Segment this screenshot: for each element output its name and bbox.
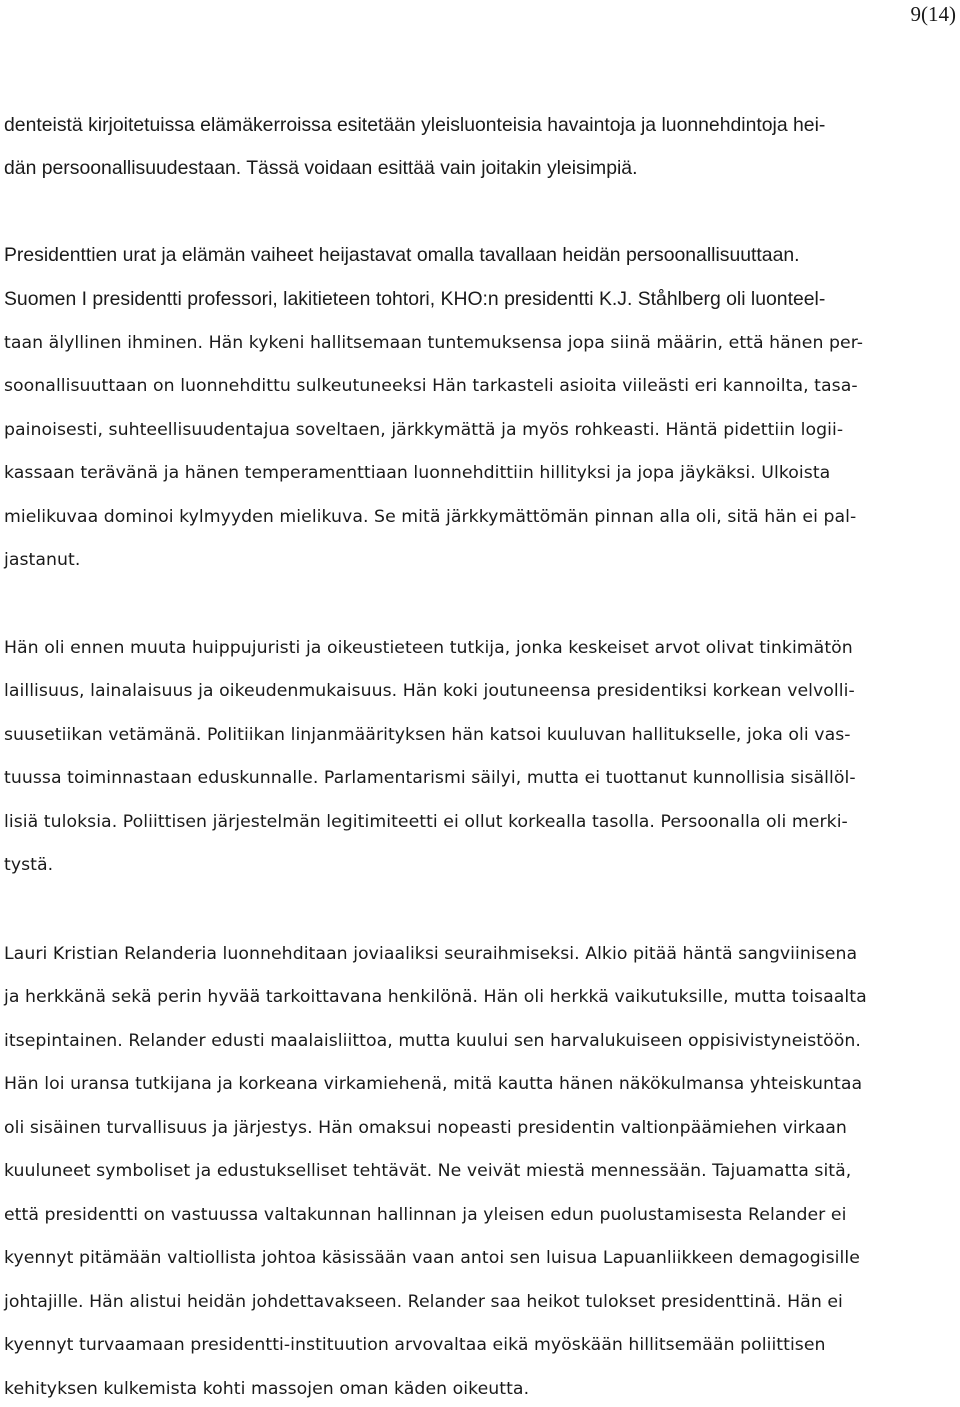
text-line: painoisesti, suhteellisuudentajua soveltaen, järkkymättä ja myös rohkeasti. Häntä pidettiin logii- bbox=[4, 420, 844, 440]
text-line: kyennyt turvaamaan presidentti-instituution arvovaltaa eikä myöskään hillitsemään poliittisen bbox=[4, 1335, 826, 1355]
text-line: että presidentti on vastuussa valtakunnan hallinnan ja yleisen edun puolustamisesta Relander ei bbox=[4, 1205, 847, 1225]
text-line: Hän loi uransa tutkijana ja korkeana virkamiehenä, mitä kautta hänen näkökulmansa yhteiskuntaa bbox=[4, 1074, 863, 1094]
text-line: Lauri Kristian Relanderia luonnehditaan joviaaliksi seuraihmiseksi. Alkio pitää häntä sangviinisena bbox=[4, 944, 858, 964]
text-line: kassaan terävänä ja hänen temperamenttiaan luonnehdittiin hillityksi ja jopa jäykäksi. Ulkoista bbox=[4, 463, 831, 483]
text-line: Hän oli ennen muuta huippujuristi ja oikeustieteen tutkija, jonka keskeiset arvot olivat tinkimätön bbox=[4, 638, 853, 658]
text-line: tuussa toiminnastaan eduskunnalle. Parlamentarismi säilyi, mutta ei tuottanut kunnollisia sisällöl- bbox=[4, 768, 856, 788]
text-line: taan älyllinen ihminen. Hän kykeni hallitsemaan tuntemuksensa jopa siinä määrin, että hänen per- bbox=[4, 333, 864, 353]
text-line: suusetiikan vetämänä. Politiikan linjanmäärityksen hän katsoi kuuluvan hallitukselle, joka oli vas- bbox=[4, 725, 851, 745]
text-line: soonallisuuttaan on luonnehdittu sulkeutuneeksi Hän tarkasteli asioita viileästi eri kannoilta, tasa- bbox=[4, 376, 858, 396]
text-line: jastanut. bbox=[4, 550, 81, 570]
text-line: tystä. bbox=[4, 855, 54, 875]
text-line: lisiä tuloksia. Poliittisen järjestelmän legitimiteetti ei ollut korkealla tasolla. Persoonalla oli merki- bbox=[4, 812, 848, 832]
text-line: laillisuus, lainalaisuus ja oikeudenmukaisuus. Hän koki joutuneensa presidentiksi korkean velvolli- bbox=[4, 681, 855, 701]
page-number: 9(14) bbox=[910, 2, 956, 26]
text-line: kyennyt pitämään valtiollista johtoa käsissään vaan antoi sen luisua Lapuanliikkeen demagogisille bbox=[4, 1248, 860, 1268]
text-line: kuuluneet symboliset ja edustukselliset tehtävät. Ne veivät miestä mennessään. Tajuamatta sitä, bbox=[4, 1161, 852, 1181]
text-line: itsepintainen. Relander edusti maalaisliittoa, mutta kuului sen harvalukuiseen oppisivistyneistöön. bbox=[4, 1031, 861, 1051]
text-line: kehityksen kulkemista kohti massojen oman käden oikeutta. bbox=[4, 1379, 530, 1399]
text-line: mielikuvaa dominoi kylmyyden mielikuva. Se mitä järkkymättömän pinnan alla oli, sitä hän ei pal- bbox=[4, 507, 857, 527]
text-line: dän persoonallisuudestaan. Tässä voidaan esittää vain joitakin yleisimpiä. bbox=[4, 157, 638, 179]
text-line: Presidenttien urat ja elämän vaiheet heijastavat omalla tavallaan heidän persoonallisuuttaan. bbox=[4, 244, 800, 266]
text-line: Suomen I presidentti professori, lakitieteen tohtori, KHO:n presidentti K.J. Ståhlberg oli luonteel- bbox=[4, 288, 826, 310]
text-line: oli sisäinen turvallisuus ja järjestys. Hän omaksui nopeasti presidentin valtionpäämiehen virkaan bbox=[4, 1118, 847, 1138]
text-line: johtajille. Hän alistui heidän johdettavakseen. Relander saa heikot tulokset presidenttinä. Hän ei bbox=[4, 1292, 843, 1312]
text-line: denteistä kirjoitetuissa elämäkerroissa esitetään yleisluonteisia havaintoja ja luonnehdintoja hei- bbox=[4, 114, 826, 136]
text-line: ja herkkänä sekä perin hyvää tarkoittavana henkilönä. Hän oli herkkä vaikutuksille, mutta toisaalta bbox=[4, 987, 867, 1007]
